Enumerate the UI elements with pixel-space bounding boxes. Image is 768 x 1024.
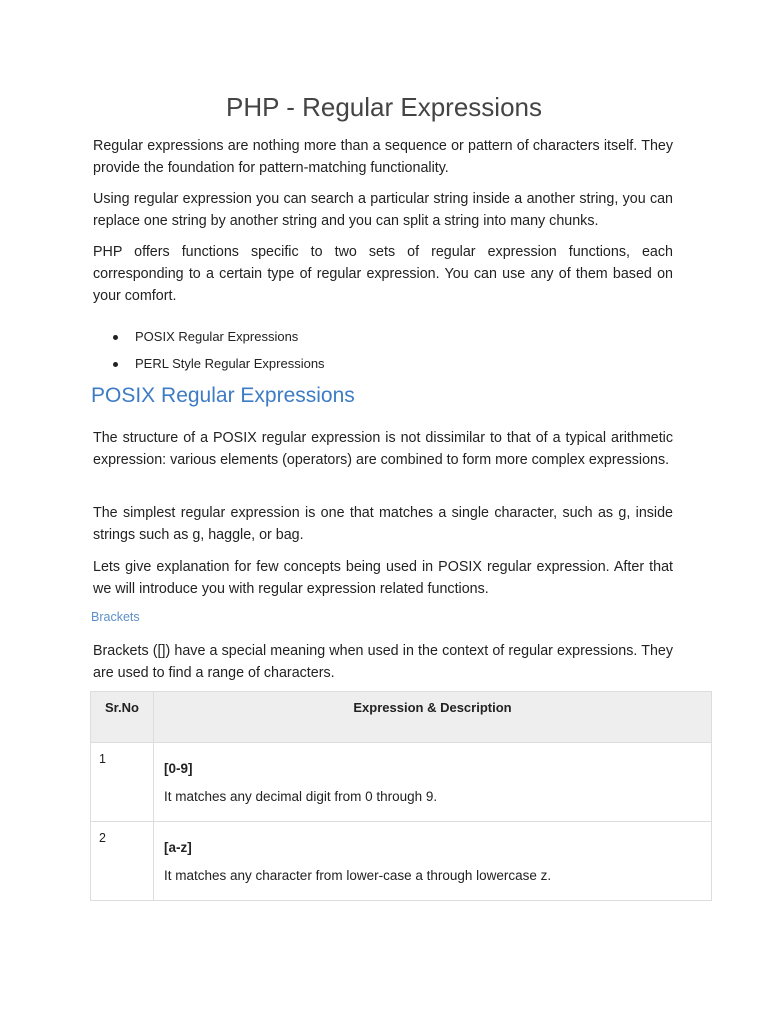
posix-paragraph-1: The structure of a POSIX regular expression is not dissimilar to that of a typical arithmetic expression: various elements (operators) are combined to form more complex expressions. [93,430,673,468]
expression-description: It matches any character from lower-case a through lowercase z. [164,868,552,883]
expression-code: [a-z] [164,840,192,855]
bullet-dot-icon [113,335,118,340]
intro-paragraph-3: PHP offers functions specific to two sets of regular expression functions, each corresponding to a certain type of regular expression. You can use any of them based on your comfort. [93,244,673,304]
row-number: 1 [91,743,154,822]
row-number: 2 [91,822,154,901]
posix-paragraph-3: Lets give explanation for few concepts being used in POSIX regular expression. After that we will introduce you with regular expression related functions. [93,559,673,597]
table-header-row [91,692,712,743]
column-header-srno: Sr.No [91,692,154,743]
posix-paragraph-2: The simplest regular expression is one that matches a single character, such as g, inside strings such as g, haggle, or bag. [93,505,673,543]
brackets-heading: Brackets [91,610,140,624]
list-item-label: PERL Style Regular Expressions [135,356,325,371]
page-title: PHP - Regular Expressions [226,92,542,122]
table-row [91,743,712,822]
intro-paragraph-2: Using regular expression you can search a particular string inside a another string, you can replace one string by another string and you can split a string into many chunks. [93,191,673,229]
brackets-table [90,691,712,901]
expression-cell [154,743,712,822]
bullet-dot-icon [113,362,118,367]
table-row [91,822,712,901]
brackets-paragraph: Brackets ([]) have a special meaning when used in the context of regular expressions. They are used to find a range of characters. [93,643,673,681]
expression-description: It matches any decimal digit from 0 through 9. [164,789,438,804]
expression-cell [154,822,712,901]
list-item-label: POSIX Regular Expressions [135,329,299,344]
expression-code: [0-9] [164,761,193,776]
posix-section-heading: POSIX Regular Expressions [91,384,355,407]
intro-paragraph-1: Regular expressions are nothing more than a sequence or pattern of characters itself. They provide the foundation for pattern-matching functionality. [93,138,673,176]
regex-types-list [93,326,325,380]
list-item [93,326,325,353]
column-header-expression: Expression & Description [154,692,712,743]
list-item [93,353,325,380]
